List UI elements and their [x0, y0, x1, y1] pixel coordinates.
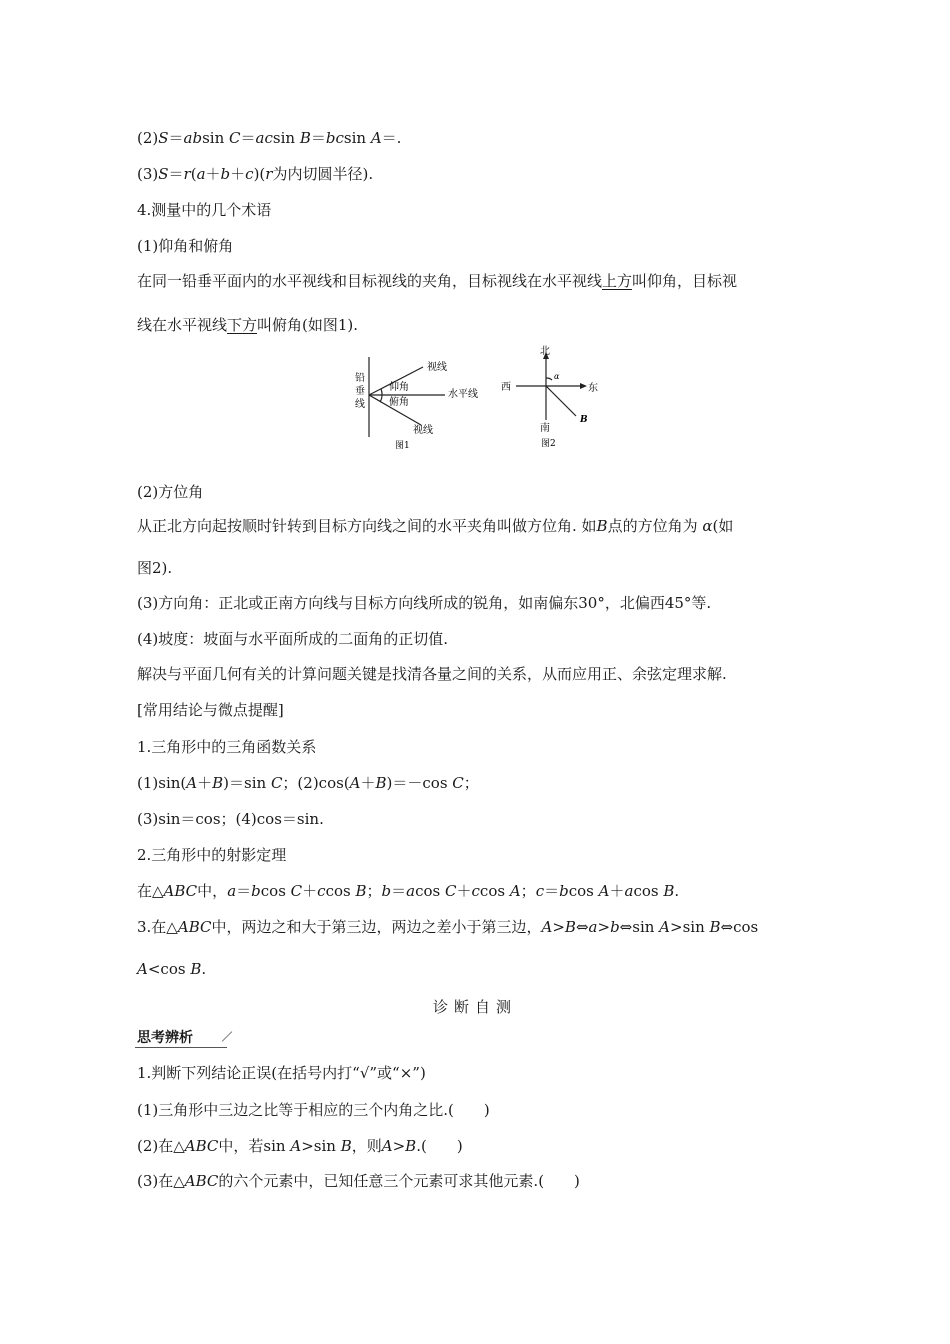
elevation-label: 仰角: [389, 382, 409, 393]
section-title-self-test: 诊断自测: [432, 998, 517, 1016]
heading-common-conclusions: [常用结论与微点提醒]: [137, 701, 284, 719]
question-1-item-3: (3)在△ABC的六个元素中，已知任意三个元素可求其他元素.( ): [137, 1172, 580, 1190]
formula-area-3: (3)S＝r(a＋b＋c)(r为内切圆半径).: [137, 165, 374, 183]
vertical-label-2: 垂: [355, 386, 365, 397]
sight-bottom-label: 视线: [413, 425, 433, 436]
heading-trig-relations: 1.三角形中的三角函数关系: [137, 738, 317, 756]
tag-underline: [135, 1047, 227, 1048]
west-label: 西: [501, 382, 511, 393]
paragraph-azimuth-line2: 图2).: [137, 559, 173, 577]
figure-2-caption: 图2: [541, 439, 556, 449]
heading-measurement-terms: 4.测量中的几个术语: [137, 201, 272, 219]
formula-trig-1-2: (1)sin(A＋B)＝sin C；(2)cos(A＋B)＝－cos C；: [137, 774, 479, 792]
tag-slash: [222, 1031, 233, 1042]
alpha-label: α: [554, 372, 560, 381]
paragraph-side-angle-line2: A<cos B.: [137, 960, 207, 978]
vertical-label-1: 铅: [355, 373, 365, 384]
paragraph-elevation-line1: 在同一铅垂平面内的水平视线和目标视线的夹角，目标视线在水平视线上方叫仰角，目标视: [137, 272, 738, 290]
direction-line-to-b: [546, 386, 576, 416]
east-arrow-icon: [580, 383, 587, 389]
formula-trig-3-4: (3)sin＝cos；(4)cos＝sin.: [137, 810, 324, 828]
paragraph-solving-note: 解决与平面几何有关的计算问题关键是找清各量之间的关系，从而应用正、余弦定理求解.: [137, 665, 727, 683]
question-1: 1.判断下列结论正误(在括号内打“√”或“×”): [137, 1064, 426, 1082]
paragraph-elevation-line2: 线在水平视线下方叫俯角(如图1).: [137, 316, 359, 334]
question-1-item-1: (1)三角形中三边之比等于相应的三个内角之比.( ): [137, 1101, 490, 1119]
formula-projection-theorem: 在△ABC中，a＝bcos C＋ccos B；b＝acos C＋ccos A；c＝bcos A＋acos B.: [137, 882, 680, 900]
formula-area-2: (2)S＝absin C＝acsin B＝bcsin A＝.: [137, 129, 402, 147]
elevation-arc: [381, 389, 382, 395]
heading-projection-theorem: 2.三角形中的射影定理: [137, 846, 287, 864]
sight-top-label: 视线: [427, 362, 447, 373]
subheading-elevation-depression: (1)仰角和俯角: [137, 237, 234, 255]
paragraph-direction-angle: (3)方向角：正北或正南方向线与目标方向线所成的锐角，如南偏东30°，北偏西45°等.: [137, 594, 712, 612]
paragraph-slope: (4)坡度：坡面与水平面所成的二面角的正切值.: [137, 630, 449, 648]
point-b-label: B: [580, 415, 588, 425]
tag-thinking-discrimination: 思考辨析: [137, 1030, 193, 1046]
alpha-arc: [546, 378, 552, 380]
figure-1-elevation-diagram: [345, 345, 490, 450]
paragraph-azimuth-line1: 从正北方向起按顺时针转到目标方向线之间的水平夹角叫做方位角. 如B点的方位角为 α(如: [137, 517, 734, 535]
vertical-label-3: 线: [355, 399, 365, 410]
depression-label: 俯角: [389, 397, 409, 408]
paragraph-side-angle-line1: 3.在△ABC中，两边之和大于第三边，两边之差小于第三边，A>B⇔a>b⇔sin A>sin B⇔cos: [137, 918, 759, 936]
figure-1-caption: 图1: [395, 441, 410, 450]
south-label: 南: [540, 423, 550, 434]
depression-arc: [380, 395, 382, 402]
north-label: 北: [540, 346, 550, 357]
horizontal-label: 水平线: [448, 389, 478, 400]
subheading-azimuth: (2)方位角: [137, 483, 204, 501]
question-1-item-2: (2)在△ABC中，若sin A>sin B，则A>B.( ): [137, 1137, 463, 1155]
figure-2-bearing-diagram: [498, 342, 608, 450]
east-label: 东: [588, 383, 598, 394]
